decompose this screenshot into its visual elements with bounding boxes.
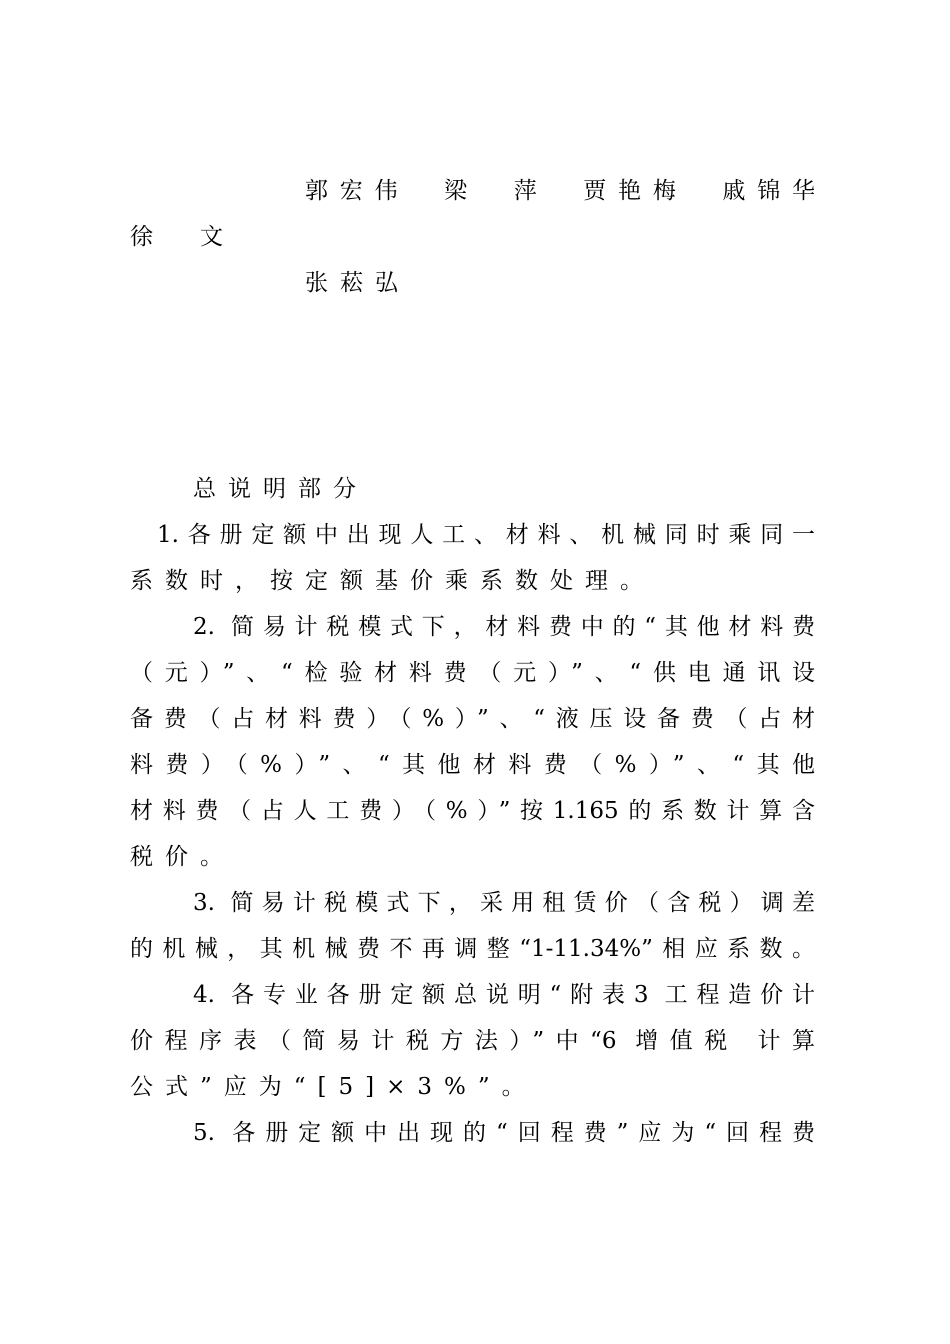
note-line: 1.各册定额中出现人工、材料、机械同时乘同一 [157, 522, 815, 548]
note-line: 税价。 [130, 844, 235, 870]
note-line: 5. 各册定额中出现的“回程费”应为“回程费 [193, 1120, 815, 1146]
note-line: 的机械，其机械费不再调整“1-11.34%”相应系数。 [130, 936, 815, 962]
note-line: 材料费（占人工费）（%）”按1.165的系数计算含 [130, 798, 815, 824]
note-line: 4. 各专业各册定额总说明“附表3 工程造价计 [193, 982, 815, 1008]
note-line: 备费（占材料费）（%）”、“液压设备费（占材 [130, 706, 815, 732]
note-line: 公式”应为“[5]×3%”。 [130, 1074, 537, 1100]
note-line: 3. 简易计税模式下，采用租赁价（含税）调差 [193, 890, 815, 916]
note-line: 价程序表（简易计税方法）”中“6 增值税 计算 [130, 1028, 815, 1054]
note-line: （元）”、“检验材料费（元）”、“供电通讯设 [130, 660, 815, 686]
author-names-row-3: 张菘弘 [305, 270, 410, 296]
section-heading: 总说明部分 [193, 476, 368, 502]
note-line: 系数时，按定额基价乘系数处理。 [130, 568, 655, 594]
note-line: 2. 简易计税模式下，材料费中的“其他材料费 [193, 614, 815, 640]
author-names-row-1: 郭宏伟 梁 萍 贾艳梅 戚锦华 [305, 178, 815, 204]
note-line: 料费）（%）”、“其他材料费（%）”、“其他 [130, 752, 815, 778]
author-names-row-2: 徐 文 [130, 224, 235, 250]
